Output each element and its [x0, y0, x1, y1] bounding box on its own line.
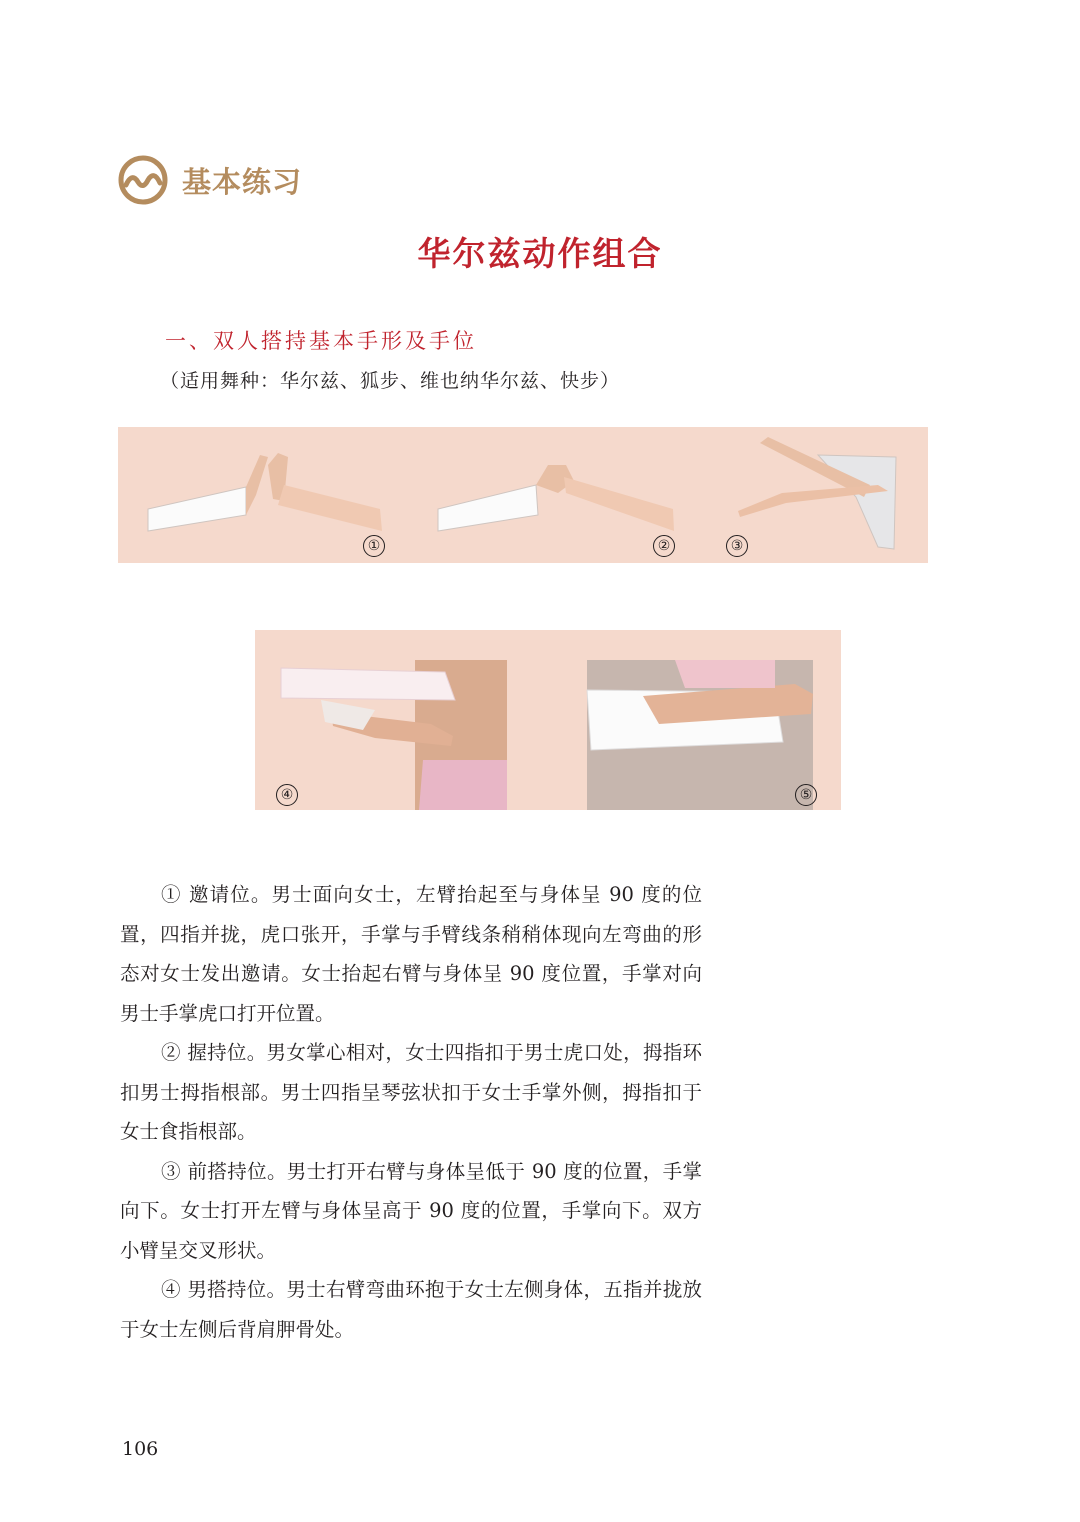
body-position-photos	[255, 630, 841, 810]
figure-label-3: ③	[726, 535, 748, 557]
figure-label-5: ⑤	[795, 784, 817, 806]
photo-panel-hand-positions	[118, 427, 928, 563]
hand-position-photos	[118, 427, 928, 563]
description-paragraph-1: ① 邀请位。男士面向女士，左臂抬起至与身体呈 90 度的位置，四指并拢，虎口张开，手掌与手臂线条稍稍体现向左弯曲的形态对女士发出邀请。女士抬起右臂与身体呈 90 度位置，手掌对向男士手掌虎口打开位置。	[120, 883, 702, 1025]
page-number: 106	[122, 1438, 159, 1460]
figure-label-4: ④	[276, 784, 298, 806]
page-title: 华尔兹动作组合	[417, 234, 663, 273]
subsection-note: （适用舞种：华尔兹、狐步、维也纳华尔兹、快步）	[160, 370, 621, 392]
description-paragraph-4: ④ 男搭持位。男士右臂弯曲环抱于女士左侧身体，五指并拢放于女士左侧后背肩胛骨处。	[120, 1278, 702, 1341]
waltz-logo-icon	[118, 155, 168, 205]
subsection-heading: 一、双人搭持基本手形及手位	[165, 329, 477, 353]
description-paragraph-2: ② 握持位。男女掌心相对，女士四指扣于男士虎口处，拇指环扣男士拇指根部。男士四指呈琴弦状扣于女士手掌外侧，拇指扣于女士食指根部。	[120, 1041, 702, 1143]
figure-label-1: ①	[363, 535, 385, 557]
description-paragraph-3: ③ 前搭持位。男士打开右臂与身体呈低于 90 度的位置，手掌向下。女士打开左臂与身体呈高于 90 度的位置，手掌向下。双方小臂呈交叉形状。	[120, 1159, 702, 1262]
section-title: 基本练习	[182, 164, 303, 199]
photo-panel-body-positions	[255, 630, 841, 810]
section-header	[118, 152, 302, 208]
figure-label-2: ②	[653, 535, 675, 557]
description-text	[120, 875, 702, 1349]
